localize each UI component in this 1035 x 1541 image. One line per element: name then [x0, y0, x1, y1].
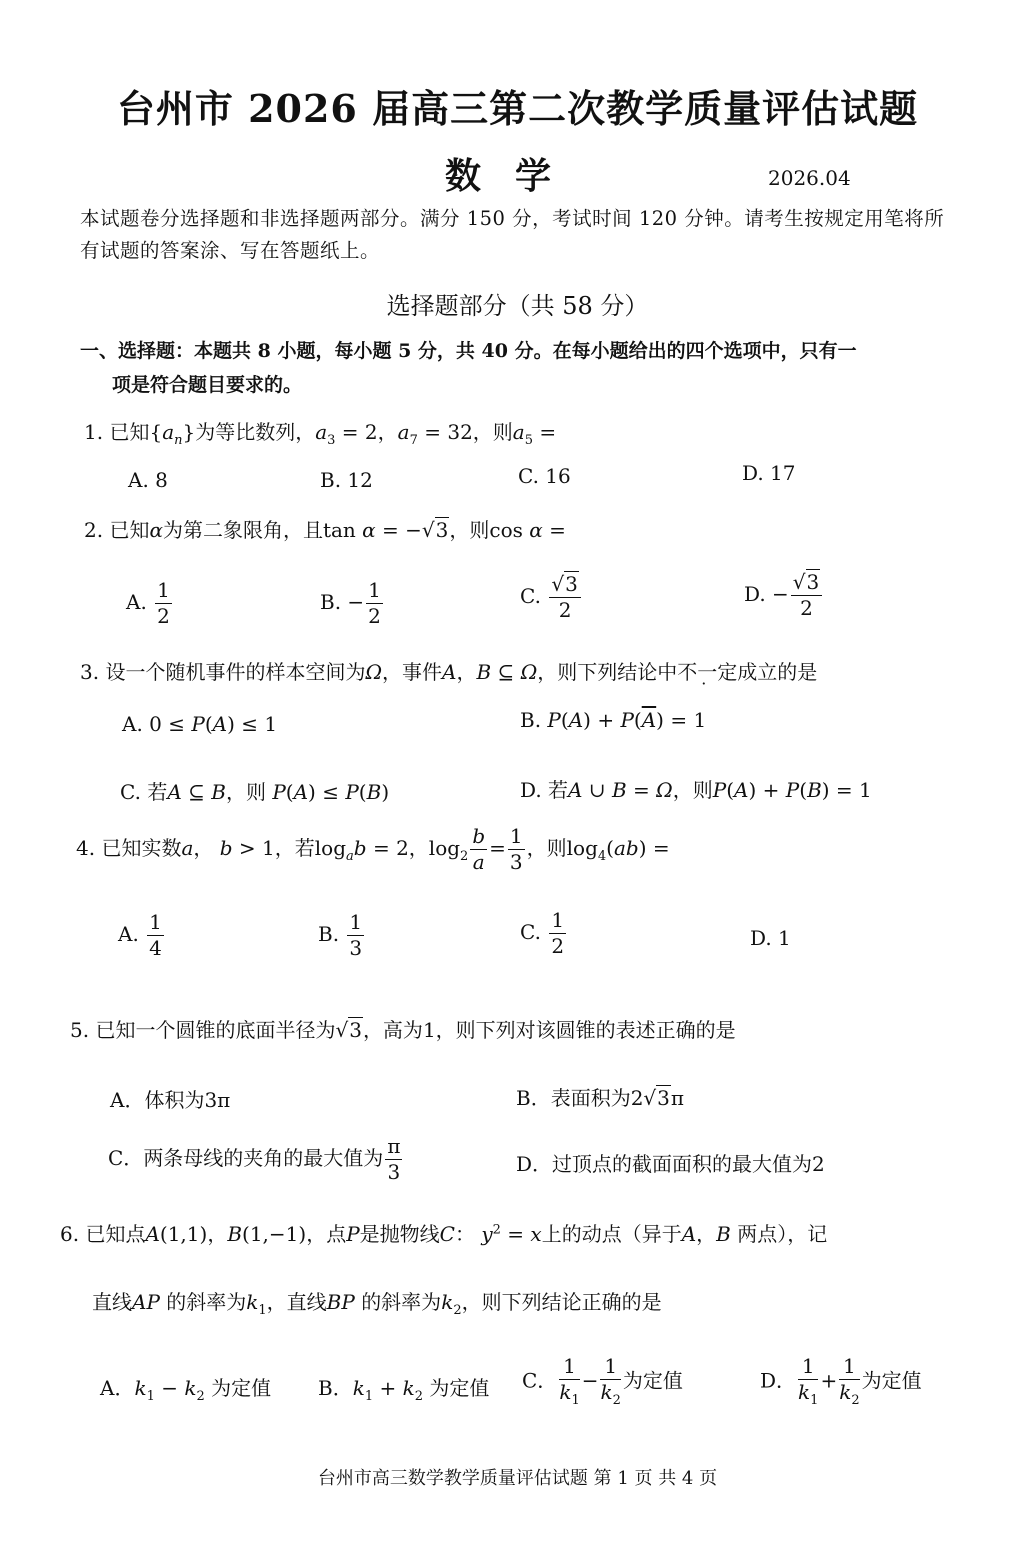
q3-option-c: C. 若A ⊆ B，则 P(A) ≤ P(B)	[120, 780, 390, 804]
q5-option-c: C．两条母线的夹角的最大值为 $\frac{\pi}{3}$	[108, 1134, 401, 1184]
question-3: 3. 设一个随机事件的样本空间为Ω，事件A，B ⊆ Ω，则下列结论中不一定成立的是	[80, 660, 818, 684]
q6-option-d: D． $\frac{1}{k_1}$ + $\frac{1}{k_2}$ 为定值	[760, 1354, 922, 1408]
instr-line-1: 一、选择题：本题共 8 小题，每小题 5 分，共 40 分。在每小题给出的四个选项中，只有一	[80, 340, 857, 362]
question-1: 1. 已知$\{a_n\}$为等比数列，$a_3 = 2$，$a_7 = 32$，则$a_5$ =	[84, 420, 557, 448]
q1-option-a: A. 8	[128, 468, 168, 492]
q2-option-d: D. − $\frac{√3}{2}$	[744, 572, 824, 619]
q4-option-d: D. 1	[750, 926, 791, 950]
q1-option-b: B. 12	[320, 468, 373, 492]
q1-option-d: D. 17	[742, 461, 796, 485]
subject-title: 数学	[445, 155, 586, 197]
q2-option-c: C. $\frac{√3}{2}$	[520, 574, 583, 621]
section-title: 选择题部分（共 58 分）	[386, 292, 649, 320]
q2-option-a: A. $\frac{1}{2}$	[126, 578, 170, 628]
q6-option-b: B．$k_1 + k_2$ 为定值	[318, 1376, 490, 1404]
q4-option-b: B. $\frac{1}{3}$	[318, 910, 363, 960]
section-instructions	[80, 334, 970, 402]
question-4: 4. 已知实数a， b > 1，若$\log_ab = 2$，$\log_2$ $\frac{b}{a}$ = $\frac{1}{3}$ ，则$\log_4(ab)$ =	[76, 824, 670, 874]
q1-option-c: C. 16	[518, 464, 571, 488]
q2-option-b: B. − $\frac{1}{2}$	[320, 578, 381, 628]
q3-option-a: A. 0 ≤ P(A) ≤ 1	[122, 712, 278, 736]
question-5: 5. 已知一个圆锥的底面半径为√3，高为1，则下列对该圆锥的表述正确的是	[70, 1018, 736, 1042]
question-2: 2. 已知α为第二象限角，且tan α = −√3，则cos α =	[84, 518, 566, 542]
page-title: 台州市 2026 届高三第二次教学质量评估试题	[116, 86, 919, 131]
exam-date: 2026.04	[768, 166, 851, 190]
q3-option-b: B. $P(A) + P(\overline{A}) = 1$	[520, 708, 707, 732]
q5-option-b: B．表面积为2√3π	[516, 1086, 685, 1110]
exam-intro: 本试题卷分选择题和非选择题两部分。满分 150 分，考试时间 120 分钟。请考生按规定用笔将所有试题的答案涂、写在答题纸上。	[80, 207, 945, 262]
question-6: 6. 已知点A(1,1)，B(1,−1)，点P是抛物线C： $y^2 = x$上的动点（异于A，B 两点），记	[60, 1222, 828, 1246]
question-6-line-2: 直线AP 的斜率为$k_1$，直线BP 的斜率为$k_2$，则下列结论正确的是	[92, 1290, 662, 1318]
instr-line-2: 项是符合题目要求的。	[112, 374, 303, 396]
emphasis-text: 不一定	[677, 660, 738, 684]
q4-option-c: C. $\frac{1}{2}$	[520, 908, 565, 958]
q3-option-d: D. 若A ∪ B = Ω，则P(A) + P(B) = 1	[520, 778, 872, 802]
q6-option-c: C． $\frac{1}{k_1}$ − $\frac{1}{k_2}$ 为定值	[522, 1354, 683, 1408]
q4-option-a: A. $\frac{1}{4}$	[118, 910, 162, 960]
q5-option-d: D．过顶点的截面面积的最大值为2	[516, 1152, 825, 1176]
q6-option-a: A．$k_1 - k_2$ 为定值	[100, 1376, 272, 1404]
q5-option-a: A．体积为3π	[110, 1088, 231, 1112]
page-footer: 台州市高三数学教学质量评估试题 第 1 页 共 4 页	[317, 1468, 718, 1489]
